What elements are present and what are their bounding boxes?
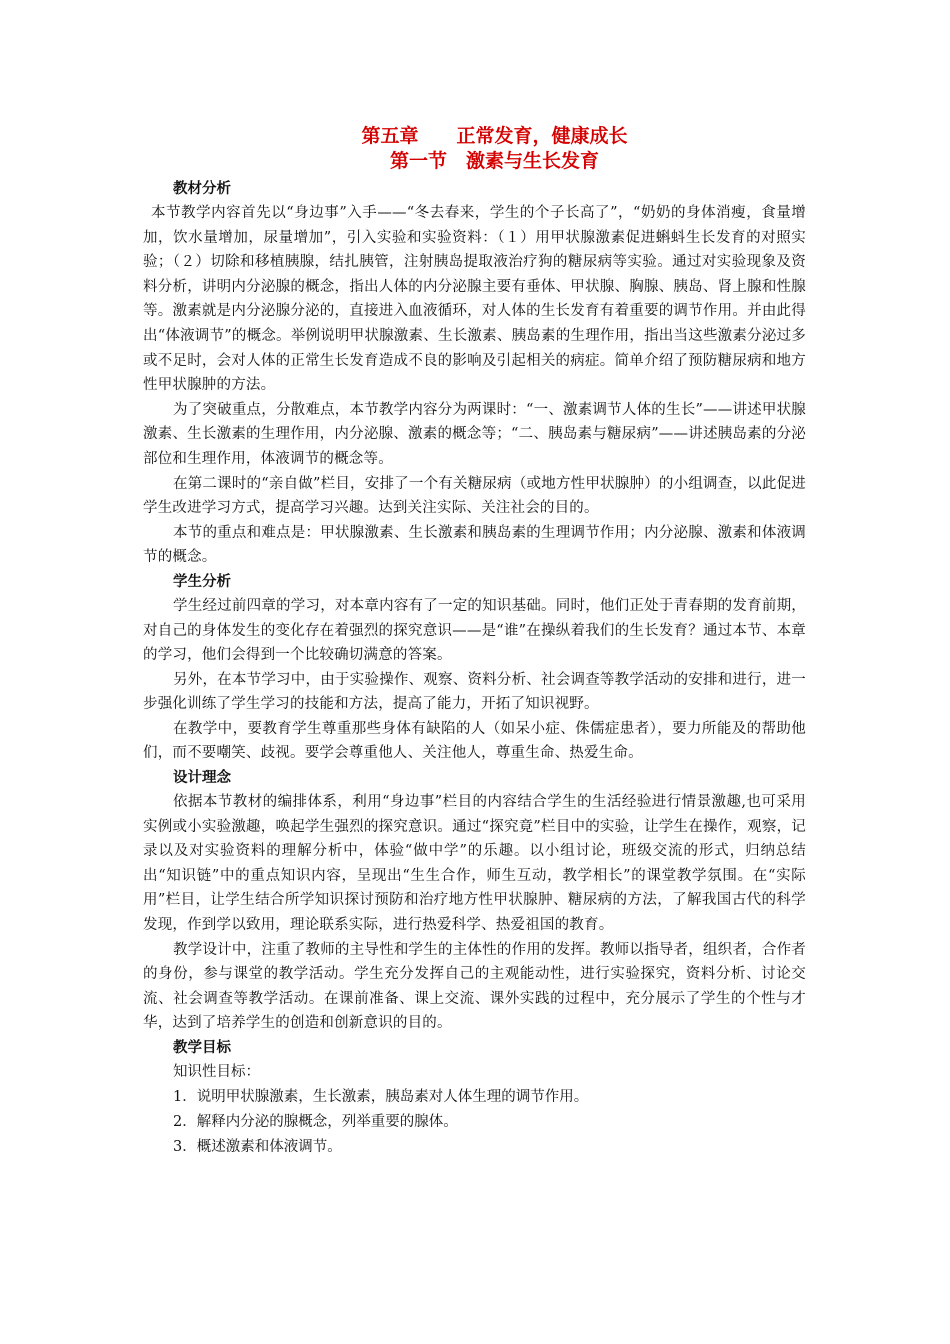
heading-student-analysis: 学生分析 <box>173 573 231 590</box>
heading-design-concept: 设计理念 <box>173 770 231 787</box>
paragraph: 本节教学内容首先以“身边事”入手——“冬去春来，学生的个子长高了”，“奶奶的身体消瘦，食量增加，饮水量增加，尿量增加”，引入实验和实验资料：（１）用甲状腺激素促进蝌蚪生长发育的对照实验；（２）切除和移植胰腺，结扎胰管，注射胰岛提取液治疗狗的糖尿病等实验。通过对实验现象及资料分析，讲明内分泌腺的概念，指出人体的内分泌腺主要有垂体、甲状腺、胸腺、胰岛、肾上腺和性腺等。激素就是内分泌腺分泌的，直接进入血液循环，对人体的生长发育有着重要的调节作用。并由此得出“体液调节”的概念。举例说明甲状腺激素、生长激素、胰岛素的生理作用，指出当这些激素分泌过多或不足时，会对人体的正常生长发育造成不良的影响及引起相关的病症。简单介绍了预防糖尿病和地方性甲状腺肿的方法。 <box>143 205 806 394</box>
paragraph: 另外，在本节学习中，由于实验操作、观察、资料分析、社会调查等教学活动的安排和进行，进一步强化训练了学生学习的技能和方法，提高了能力，开拓了知识视野。 <box>143 671 806 713</box>
chapter-title: 第五章 正常发育，健康成长 <box>361 125 628 147</box>
paragraph: 为了突破重点，分散难点，本节教学内容分为两课时：“一、激素调节人体的生长”——讲述甲状腺激素、生长激素的生理作用，内分泌腺、激素的概念等；“二、胰岛素与糖尿病”——讲述胰岛素的分泌部位和生理作用，体液调节的概念等。 <box>143 401 806 467</box>
goals-subheading: 知识性目标： <box>173 1064 260 1080</box>
goal-item: 3．概述激素和体液调节。 <box>173 1139 342 1155</box>
paragraph: 教学设计中，注重了教师的主导性和学生的主体性的作用的发挥。教师以指导者，组织者，合作者的身份，参与课堂的教学活动。学生充分发挥自己的主观能动性，进行实验探究，资料分析、讨论交流、社会调查等教学活动。在课前准备、课上交流、课外实践的过程中，充分展示了学生的个性与才华，达到了培养学生的创造和创新意识的目的。 <box>143 941 806 1032</box>
paragraph: 依据本节教材的编排体系，利用“身边事”栏目的内容结合学生的生活经验进行情景激趣,也可采用实例或小实验激趣，唤起学生强烈的探究意识。通过“探究竟”栏目中的实验，让学生在操作，观察，记录以及对实验资料的理解分析中，体验“做中学”的乐趣。以小组讨论，班级交流的形式，归纳总结出“知识链”中的重点知识内容，呈现出“生生合作，师生互动，教学相长”的课堂教学氛围。在“实际用”栏目，让学生结合所学知识探讨预防和治疗地方性甲状腺肿、糖尿病的方法，了解我国古代的科学发现，作到学以致用，理论联系实际，进行热爱科学、热爱祖国的教育。 <box>143 794 806 934</box>
document-body <box>143 124 806 1160</box>
goal-item: 1．说明甲状腺激素，生长激素，胰岛素对人体生理的调节作用。 <box>173 1089 589 1105</box>
paragraph: 学生经过前四章的学习，对本章内容有了一定的知识基础。同时，他们正处于青春期的发育前期，对自己的身体发生的变化存在着强烈的探究意识——是“谁”在操纵着我们的生长发育？通过本节、本章的学习，他们会得到一个比较确切满意的答案。 <box>143 597 806 664</box>
goal-item: 2．解释内分泌的腺概念，列举重要的腺体。 <box>173 1114 458 1130</box>
paragraph: 在第二课时的“亲自做”栏目，安排了一个有关糖尿病（或地方性甲状腺肿）的小组调查，以此促进学生改进学习方式，提高学习兴趣。达到关注实际、关注社会的目的。 <box>143 475 806 517</box>
paragraph: 在教学中，要教育学生尊重那些身体有缺陷的人（如呆小症、侏儒症患者），要力所能及的帮助他们，而不要嘲笑、歧视。要学会尊重他人、关注他人，尊重生命、热爱生命。 <box>143 720 806 762</box>
heading-textbook-analysis: 教材分析 <box>173 181 231 197</box>
section-title: 第一节 激素与生长发育 <box>389 150 599 172</box>
heading-teaching-goals: 教学目标 <box>173 1040 231 1056</box>
paragraph: 本节的重点和难点是：甲状腺激素、生长激素和胰岛素的生理调节作用；内分泌腺、激素和体液调节的概念。 <box>143 524 806 566</box>
